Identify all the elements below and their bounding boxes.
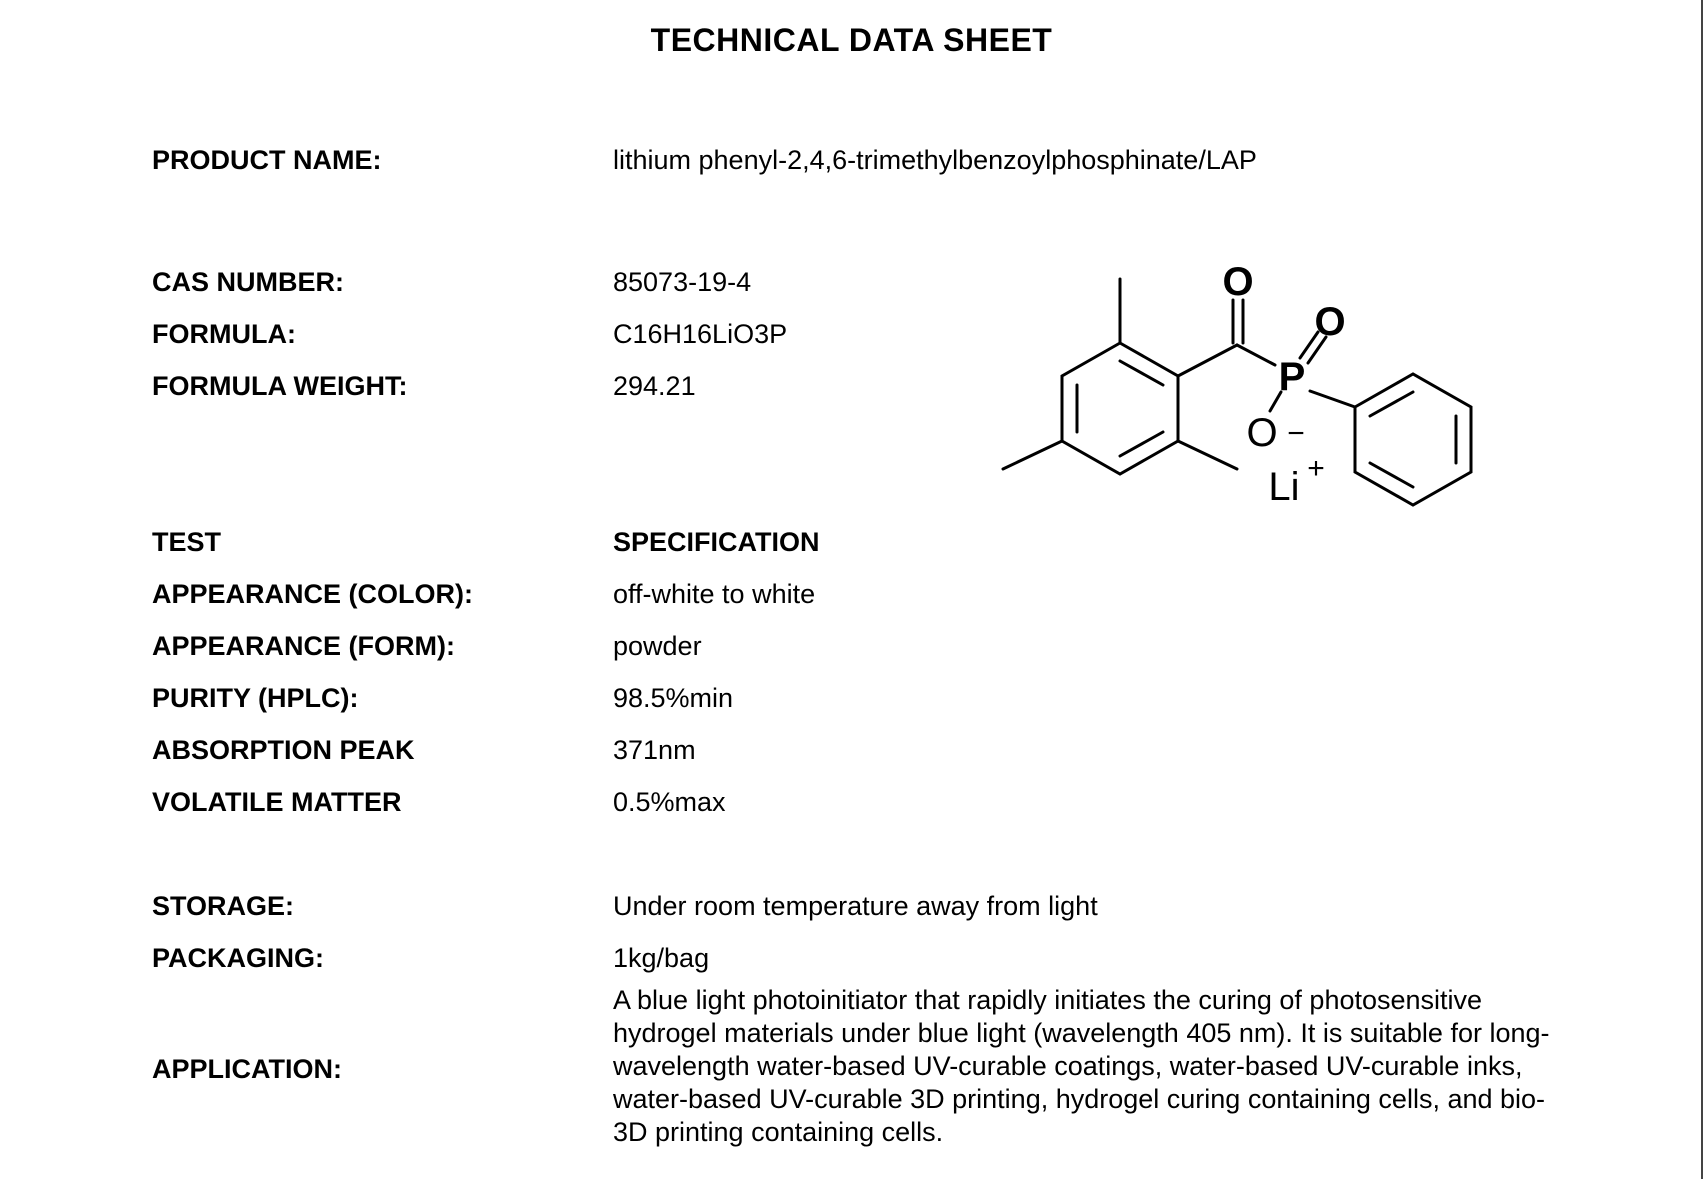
chemical-structure bbox=[990, 255, 1480, 515]
spec-value: 371nm bbox=[613, 735, 696, 765]
test-label: ABSORPTION PEAK bbox=[152, 735, 415, 765]
cas-number-label: CAS NUMBER: bbox=[152, 267, 344, 297]
phosphorus-atom: P bbox=[1278, 355, 1306, 399]
cas-number-value: 85073-19-4 bbox=[613, 267, 752, 297]
packaging-label: PACKAGING: bbox=[152, 943, 324, 973]
formula-value: C16H16LiO3P bbox=[613, 319, 788, 349]
application-label: APPLICATION: bbox=[152, 1054, 342, 1084]
test-label: PURITY (HPLC): bbox=[152, 683, 359, 713]
product-name-label: PRODUCT NAME: bbox=[152, 145, 382, 175]
spec-value: powder bbox=[613, 631, 702, 661]
formula-weight-label: FORMULA WEIGHT: bbox=[152, 371, 408, 401]
product-name-value: lithium phenyl-2,4,6-trimethylbenzoylphosphinate/LAP bbox=[613, 145, 1257, 175]
test-header: TEST bbox=[152, 527, 222, 557]
spec-value: 98.5%min bbox=[613, 683, 734, 713]
test-label: VOLATILE MATTER bbox=[152, 787, 402, 817]
positive-charge: + bbox=[1307, 452, 1325, 485]
formula-label: FORMULA: bbox=[152, 319, 296, 349]
packaging-value: 1kg/bag bbox=[613, 943, 710, 973]
carbonyl-oxygen-atom: O bbox=[1222, 260, 1254, 304]
negative-charge: − bbox=[1287, 417, 1305, 450]
spec-value: 0.5%max bbox=[613, 787, 726, 817]
page-title: TECHNICAL DATA SHEET bbox=[650, 22, 1053, 58]
storage-label: STORAGE: bbox=[152, 891, 295, 921]
test-label: APPEARANCE (FORM): bbox=[152, 631, 455, 661]
formula-weight-value: 294.21 bbox=[613, 371, 696, 401]
storage-value: Under room temperature away from light bbox=[613, 891, 1098, 921]
specification-header: SPECIFICATION bbox=[613, 527, 820, 557]
spec-value: off-white to white bbox=[613, 579, 816, 609]
application-value: A blue light photoinitiator that rapidly initiates the curing of photosensitive hydrogel materials under blue light (wavelength 405 nm). It is suitable for long-wavelength water-based UV-curable coatings, water-based UV-curable inks, water-based UV-curable 3D printing, hydrogel curing containing cells, and bio-3D printing containing cells. bbox=[613, 985, 1550, 1147]
phosphoryl-oxygen-atom: O bbox=[1314, 300, 1346, 344]
anionic-oxygen-atom: O bbox=[1246, 411, 1278, 455]
test-label: APPEARANCE (COLOR): bbox=[152, 579, 473, 609]
lithium-ion: Li bbox=[1268, 465, 1300, 509]
